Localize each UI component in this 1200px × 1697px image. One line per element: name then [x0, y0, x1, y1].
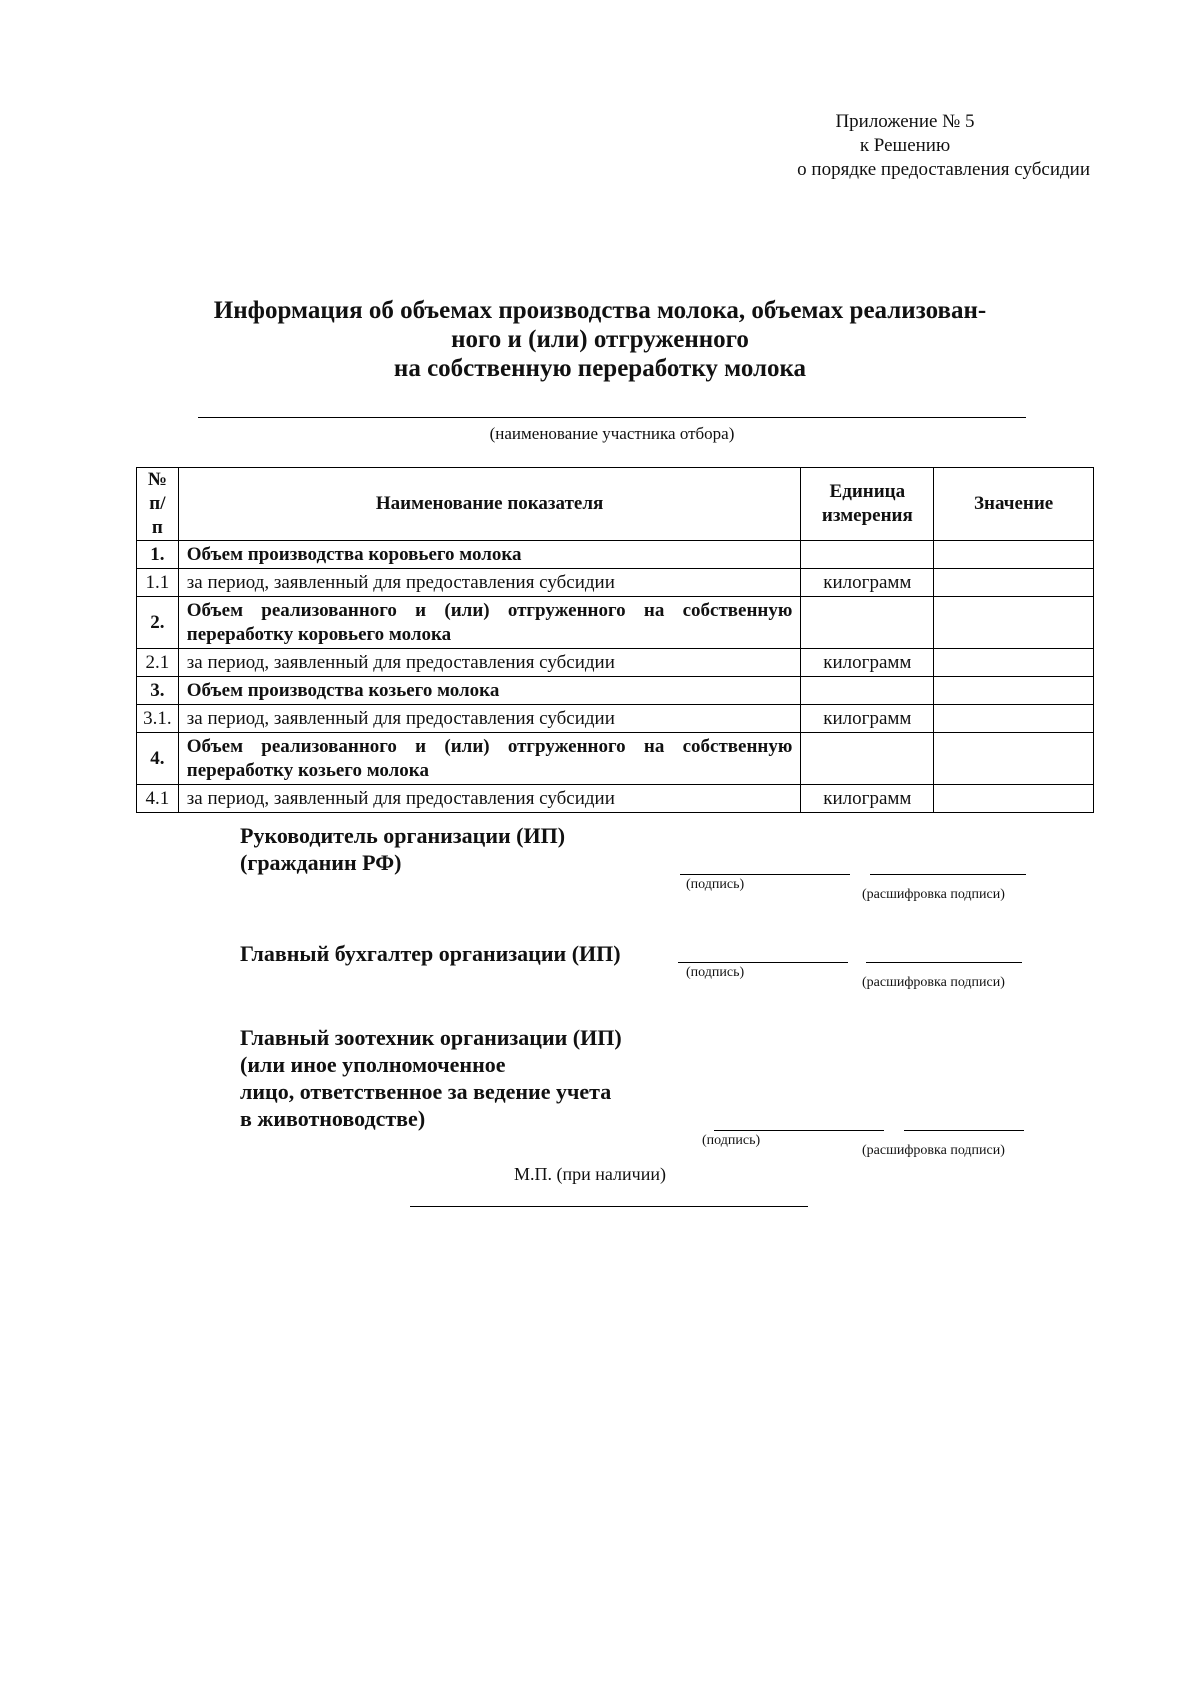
head-signature-caption: (подпись) — [686, 877, 745, 892]
row-value — [934, 733, 1094, 785]
row-num: 4.1 — [137, 785, 179, 813]
table-row — [137, 597, 1094, 649]
row-num: 2.1 — [137, 649, 179, 677]
zootech-title-line-1: Главный зоотехник организации (ИП) — [240, 1025, 622, 1050]
head-title-line-1: Руководитель организации (ИП) — [240, 823, 566, 848]
row-num: 4. — [137, 733, 179, 785]
table-header-row — [137, 468, 1094, 541]
row-indicator: за период, заявленный для предоставления субсидии — [178, 705, 801, 733]
head-signatory — [240, 822, 680, 876]
title-line-3: на собственную переработку молока — [393, 355, 807, 382]
header-num — [137, 468, 179, 541]
row-indicator: Объем реализованного и (или) отгруженного на собственную переработку козьего молока — [178, 733, 801, 785]
table-row — [137, 649, 1094, 677]
accountant-signature-line — [678, 962, 848, 963]
zootech-signature-line — [714, 1130, 884, 1131]
appendix-line-1: Приложение № 5 — [835, 111, 975, 132]
row-unit: килограмм — [801, 705, 934, 733]
row-value — [934, 541, 1094, 569]
row-unit — [801, 677, 934, 705]
header-num-line-1: № — [147, 469, 167, 490]
zootech-decoding-line — [904, 1130, 1024, 1131]
head-decoding-line — [870, 874, 1026, 875]
stamp-placeholder: М.П. (при наличии) — [514, 1164, 666, 1184]
zootech-signatory — [240, 1024, 700, 1132]
appendix-line-3: о порядке предоставления субсидии — [797, 159, 1090, 180]
row-indicator: Объем производства коровьего молока — [178, 541, 801, 569]
row-num: 3.1. — [137, 705, 179, 733]
accountant-signatory: Главный бухгалтер организации (ИП) — [240, 941, 621, 966]
row-num: 1.1 — [137, 569, 179, 597]
head-title-line-2: (гражданин РФ) — [240, 850, 402, 875]
page-title — [120, 296, 1080, 383]
row-value — [934, 705, 1094, 733]
row-indicator: за период, заявленный для предоставления субсидии — [178, 785, 801, 813]
row-value — [934, 785, 1094, 813]
stamp-line — [410, 1206, 808, 1207]
row-unit — [801, 541, 934, 569]
row-value — [934, 677, 1094, 705]
row-num: 3. — [137, 677, 179, 705]
head-signature-line — [680, 874, 850, 875]
row-value — [934, 649, 1094, 677]
participant-name-line — [198, 417, 1026, 418]
accountant-decoding-line — [866, 962, 1022, 963]
table-row — [137, 785, 1094, 813]
table-row — [137, 705, 1094, 733]
accountant-decoding-caption: (расшифровка подписи) — [862, 975, 1005, 990]
header-unit-line-1: Единица — [829, 481, 906, 502]
row-unit: килограмм — [801, 569, 934, 597]
row-indicator: Объем реализованного и (или) отгруженного на собственную переработку коровьего молока — [178, 597, 801, 649]
header-num-line-2: п/п — [149, 493, 166, 538]
appendix-block — [780, 110, 1030, 158]
table-row — [137, 677, 1094, 705]
row-unit — [801, 733, 934, 785]
row-indicator: за период, заявленный для предоставления субсидии — [178, 569, 801, 597]
header-unit-line-2: измерения — [821, 505, 913, 526]
zootech-title-line-4: в животноводстве) — [240, 1106, 426, 1131]
head-decoding-caption: (расшифровка подписи) — [862, 887, 1005, 902]
row-indicator: за период, заявленный для предоставления субсидии — [178, 649, 801, 677]
indicators-table — [136, 467, 1094, 813]
header-unit — [801, 468, 934, 541]
zootech-title-line-3: лицо, ответственное за ведение учета — [240, 1079, 612, 1104]
row-unit: килограмм — [801, 649, 934, 677]
row-num: 1. — [137, 541, 179, 569]
table-row — [137, 733, 1094, 785]
header-indicator: Наименование показателя — [178, 468, 801, 541]
appendix-line-2: к Решению — [859, 135, 951, 156]
title-line-1: Информация об объемах производства молока, объемах реализован- — [213, 297, 987, 324]
row-unit: килограмм — [801, 785, 934, 813]
accountant-signature-caption: (подпись) — [686, 965, 745, 980]
row-num: 2. — [137, 597, 179, 649]
table-row — [137, 541, 1094, 569]
title-line-2: ного и (или) отгруженного — [451, 326, 749, 353]
row-value — [934, 597, 1094, 649]
table-row — [137, 569, 1094, 597]
row-indicator: Объем производства козьего молока — [178, 677, 801, 705]
participant-caption: (наименование участника отбора) — [489, 424, 735, 443]
zootech-title-line-2: (или иное уполномоченное — [240, 1052, 506, 1077]
zootech-signature-caption: (подпись) — [702, 1133, 761, 1148]
header-value: Значение — [934, 468, 1094, 541]
row-unit — [801, 597, 934, 649]
zootech-decoding-caption: (расшифровка подписи) — [862, 1143, 1005, 1158]
row-value — [934, 569, 1094, 597]
